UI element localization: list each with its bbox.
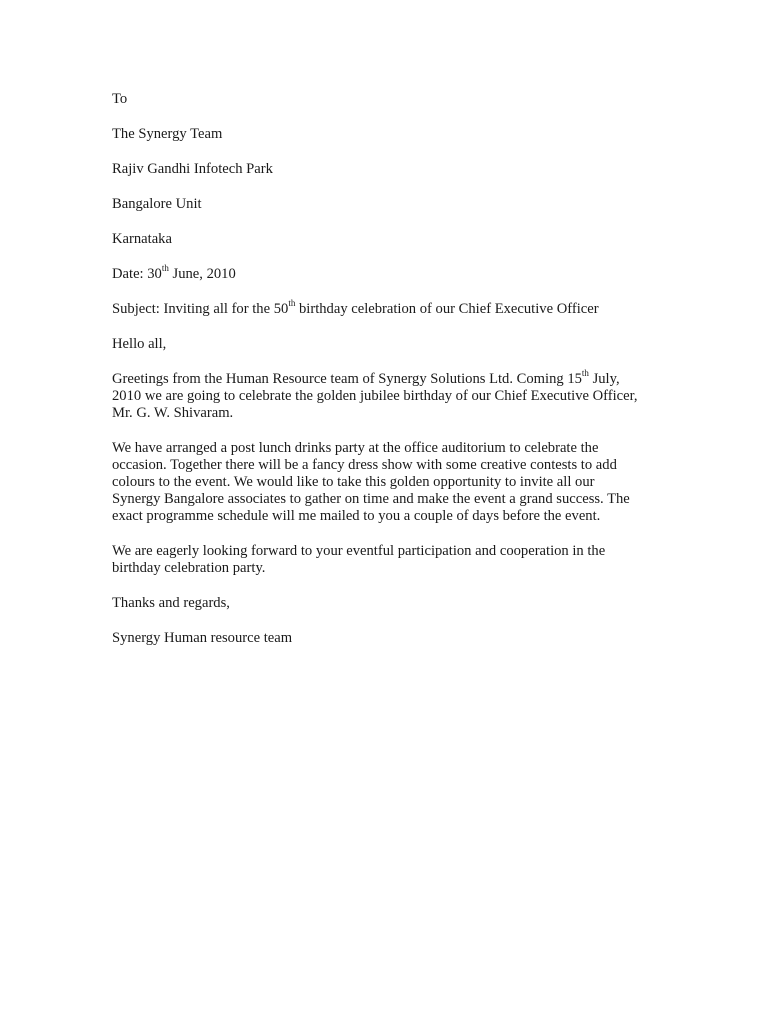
para1-part-2: July, 2010 we are going to celebrate the golden jubilee birthday of our Chief Executive Officer, Mr. G. W. Shivaram.: [112, 371, 638, 421]
letter-date: [112, 263, 642, 283]
subject-part-1: Subject: Inviting all for the 50: [112, 301, 289, 317]
address-line-1: The Synergy Team: [112, 126, 223, 142]
salutation: Hello all,: [112, 336, 167, 352]
para1-part-1: Greetings from the Human Resource team of Synergy Solutions Ltd. Coming 15: [112, 371, 582, 387]
date-ordinal: th: [161, 263, 169, 274]
letter-subject: [112, 298, 642, 318]
para1-ordinal: th: [581, 368, 589, 379]
letter-body: [112, 91, 642, 647]
signature: Synergy Human resource team: [112, 630, 293, 646]
paragraph-arrangements: We have arranged a post lunch drinks party at the office auditorium to celebrate the occasion. Together there will be a fancy dress show with some creative contests to add colours to the event. We would like to take this golden opportunity to invite all our Synergy Bangalore associates to gather on time and make the event a grand success. The exact programme schedule will me mailed to you a couple of days before the event.: [112, 440, 630, 524]
date-label: Date: 30: [112, 266, 162, 282]
paragraph-looking-forward: We are eagerly looking forward to your eventful participation and cooperation in the birthday celebration party.: [112, 543, 606, 576]
paragraph-greetings: [112, 368, 642, 422]
date-rest: June, 2010: [168, 266, 236, 282]
subject-part-2: birthday celebration of our Chief Executive Officer: [295, 301, 599, 317]
address-line-3: Bangalore Unit: [112, 196, 202, 212]
subject-ordinal: th: [288, 298, 296, 309]
address-line-2: Rajiv Gandhi Infotech Park: [112, 161, 273, 177]
recipient-to: To: [112, 91, 128, 107]
address-line-4: Karnataka: [112, 231, 172, 247]
closing: Thanks and regards,: [112, 595, 230, 611]
